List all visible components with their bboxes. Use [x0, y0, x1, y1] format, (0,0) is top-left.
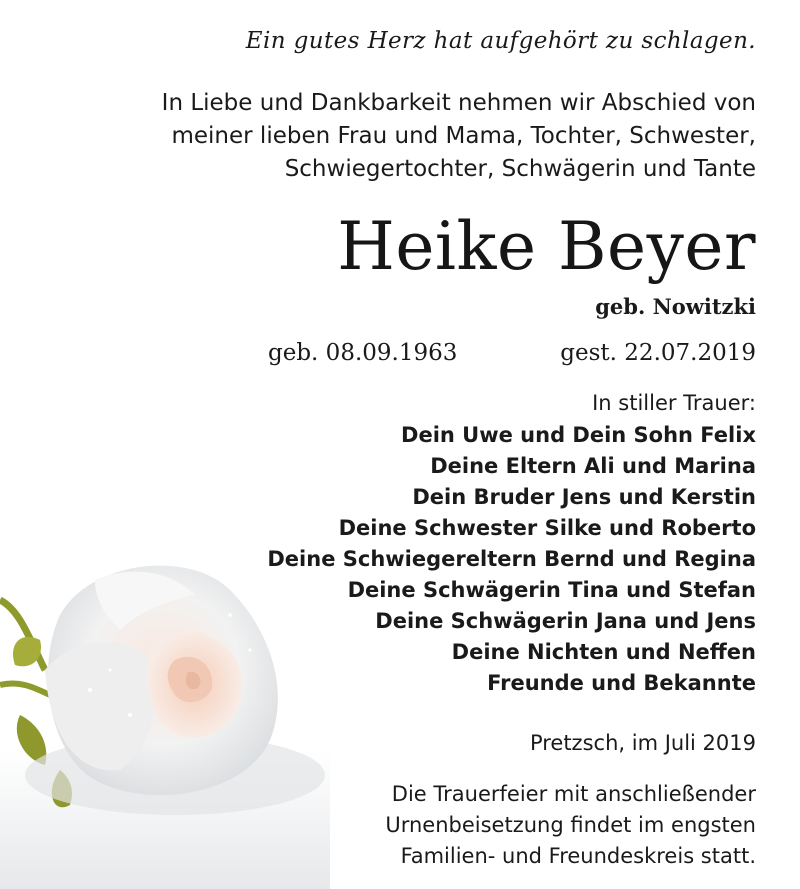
intro-line: Schwiegertochter, Schwägerin und Tante [284, 156, 756, 182]
birth-date: geb. 08.09.1963 [268, 340, 458, 366]
mourning-heading: In stiller Trauer: [592, 391, 756, 415]
motto: Ein gutes Herz hat aufgehört zu schlagen. [245, 28, 756, 54]
death-date: gest. 22.07.2019 [560, 340, 756, 366]
mourner-line: Deine Eltern Ali und Marina [430, 454, 756, 478]
mourner-line: Deine Schwägerin Tina und Stefan [347, 578, 756, 602]
maiden-name: geb. Nowitzki [595, 294, 756, 319]
intro-line: meiner lieben Frau und Mama, Tochter, Schwester, [171, 123, 756, 149]
mourner-line: Deine Schwägerin Jana und Jens [375, 609, 756, 633]
intro-line: In Liebe und Dankbarkeit nehmen wir Abschied von [161, 90, 756, 116]
mourner-line: Dein Bruder Jens und Kerstin [412, 485, 756, 509]
mourner-line: Deine Nichten und Neffen [451, 640, 756, 664]
mourner-line: Freunde und Bekannte [487, 671, 756, 695]
white-rose-icon [0, 520, 330, 889]
funeral-line: Die Trauerfeier mit anschließender [391, 782, 756, 806]
mourner-line: Deine Schwester Silke und Roberto [338, 516, 756, 540]
place-and-date: Pretzsch, im Juli 2019 [529, 731, 756, 755]
funeral-line: Familien- und Freundeskreis statt. [400, 844, 756, 868]
mourner-line: Dein Uwe und Dein Sohn Felix [401, 423, 756, 447]
mourner-line: Deine Schwiegereltern Bernd und Regina [267, 547, 756, 571]
deceased-name: Heike Beyer [337, 208, 756, 285]
funeral-line: Urnenbeisetzung findet im engsten [385, 813, 756, 837]
